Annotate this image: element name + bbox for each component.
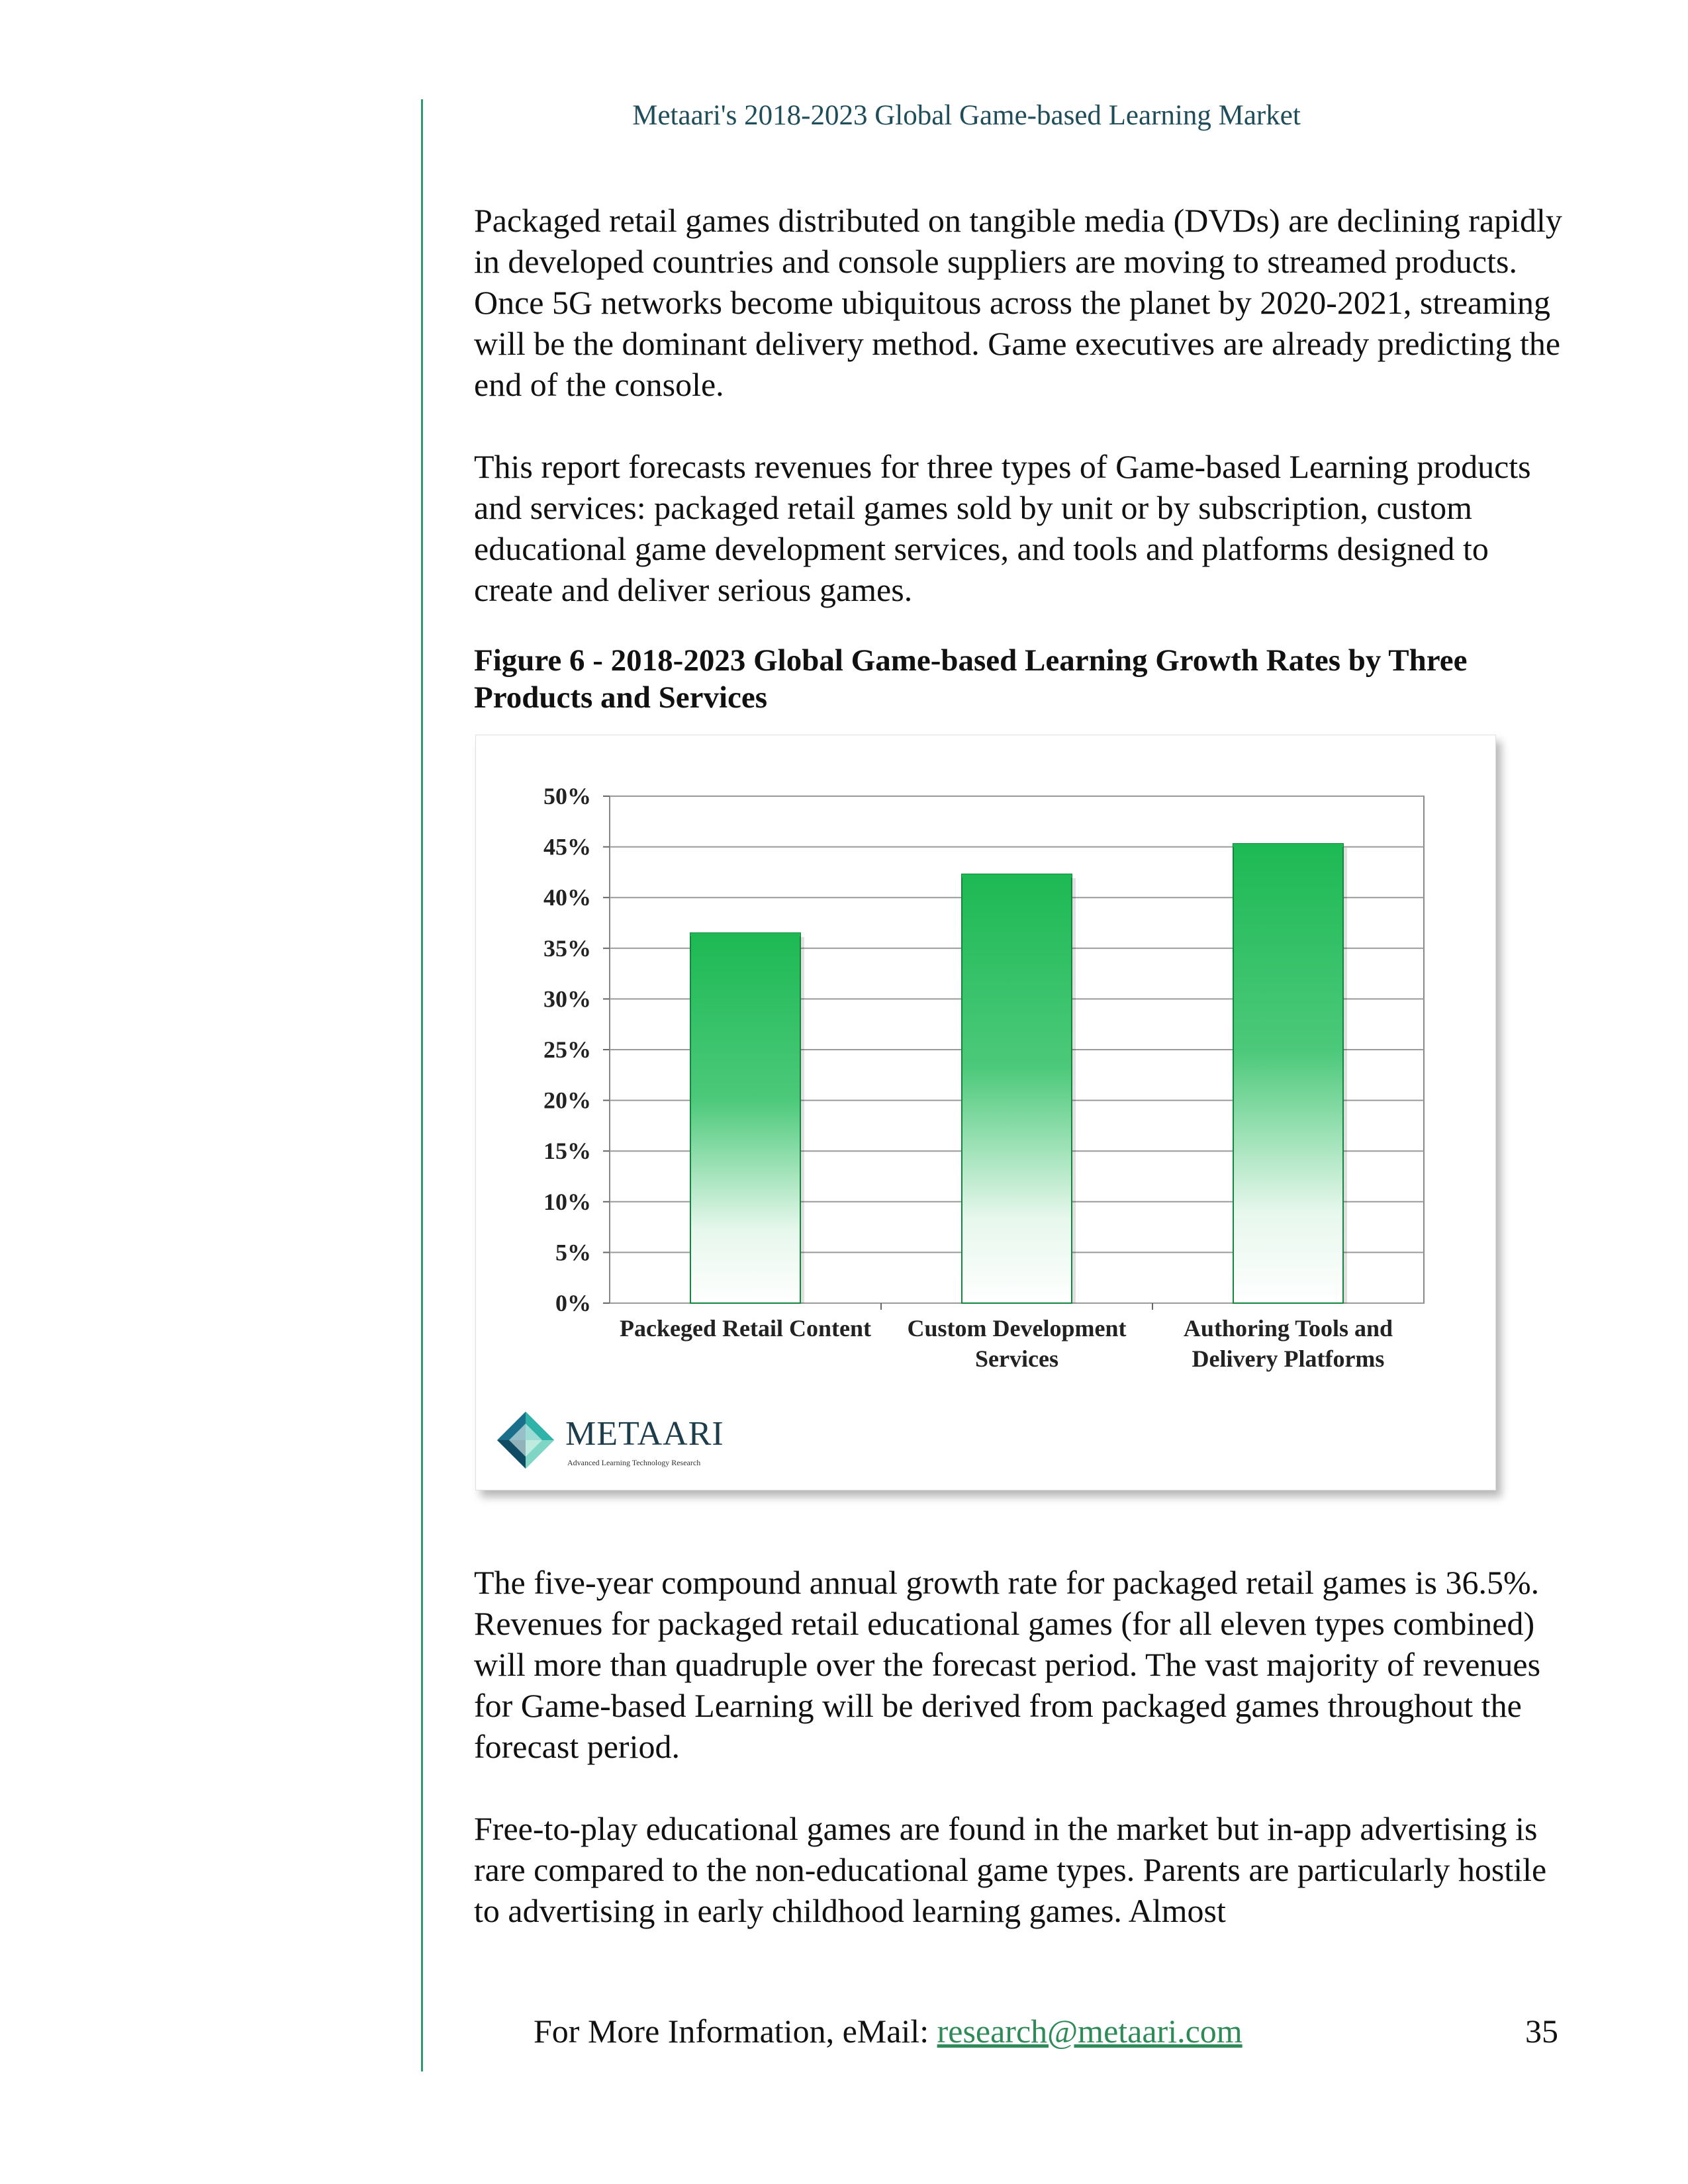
logo-tagline: Advanced Learning Technology Research — [567, 1458, 701, 1467]
bar — [690, 933, 800, 1303]
x-category-label: Authoring Tools and — [1183, 1315, 1393, 1342]
y-tick-label: 15% — [543, 1138, 591, 1165]
bar-cap — [962, 874, 1072, 878]
y-tick-label: 45% — [543, 833, 591, 860]
metaari-logo — [496, 1410, 774, 1477]
figure-caption: Figure 6 - 2018-2023 Global Game-based Learning Growth Rates by Three Products and Services — [474, 643, 1468, 715]
logo-wordmark: METAARI — [565, 1415, 724, 1453]
y-tick-label: 40% — [543, 884, 591, 911]
x-category-label: Delivery Platforms — [1192, 1345, 1385, 1372]
body-paragraph-3: The five-year compound annual growth rate for packaged retail games is 36.5%. Revenues for packaged retail educational games (for all eleven types combined) will more than quadruple over the forecast period. The vast majority of revenues for Game-based Learning will be derived from packaged games throughout the forecast period. — [474, 1564, 1541, 1765]
y-tick-label: 20% — [543, 1087, 591, 1114]
footer-email-link[interactable]: research@metaari.com — [937, 2013, 1243, 2050]
growth-rate-bar-chart — [476, 735, 1495, 1490]
bar — [1233, 844, 1343, 1303]
chart-frame — [475, 735, 1496, 1490]
body-paragraph-2: This report forecasts revenues for three types of Game-based Learning products and services: packaged retail games sold by unit or by subscription, custom educational game development services, and tools and platforms designed to create and deliver serious games. — [474, 448, 1531, 608]
y-tick-label: 25% — [543, 1036, 591, 1063]
y-tick-label: 30% — [543, 985, 591, 1013]
y-tick-label: 35% — [543, 934, 591, 962]
running-header: Metaari's 2018-2023 Global Game-based Learning Market — [632, 100, 1301, 131]
y-tick-label: 50% — [543, 783, 591, 809]
y-tick-label: 0% — [555, 1290, 591, 1316]
bar-cap — [1233, 844, 1343, 847]
page-number: 35 — [1525, 2013, 1558, 2050]
margin-rule — [421, 99, 423, 2071]
footer-contact — [534, 2012, 1243, 2050]
metaari-diamond-icon — [496, 1410, 555, 1470]
bar — [962, 874, 1072, 1303]
footer-label: For More Information, eMail: — [534, 2013, 929, 2050]
body-paragraph-4: Free-to-play educational games are found in the market but in-app advertising is rare compared to the non-educational game types. Parents are particularly hostile to advertising in early childhood learning games. Almost — [474, 1810, 1547, 1929]
body-paragraph-1: Packaged retail games distributed on tangible media (DVDs) are declining rapidly in developed countries and console suppliers are moving to streamed products. Once 5G networks become ubiquitous across the planet by 2020-2021, streaming will be the dominant delivery method. Game executives are already predicting the end of the console. — [474, 202, 1562, 403]
x-category-label: Services — [975, 1345, 1058, 1372]
bar-cap — [690, 933, 800, 936]
y-tick-label: 5% — [555, 1239, 591, 1266]
x-category-label: Packeged Retail Content — [620, 1315, 871, 1342]
y-tick-label: 10% — [543, 1188, 591, 1215]
x-category-label: Custom Development — [907, 1315, 1127, 1342]
